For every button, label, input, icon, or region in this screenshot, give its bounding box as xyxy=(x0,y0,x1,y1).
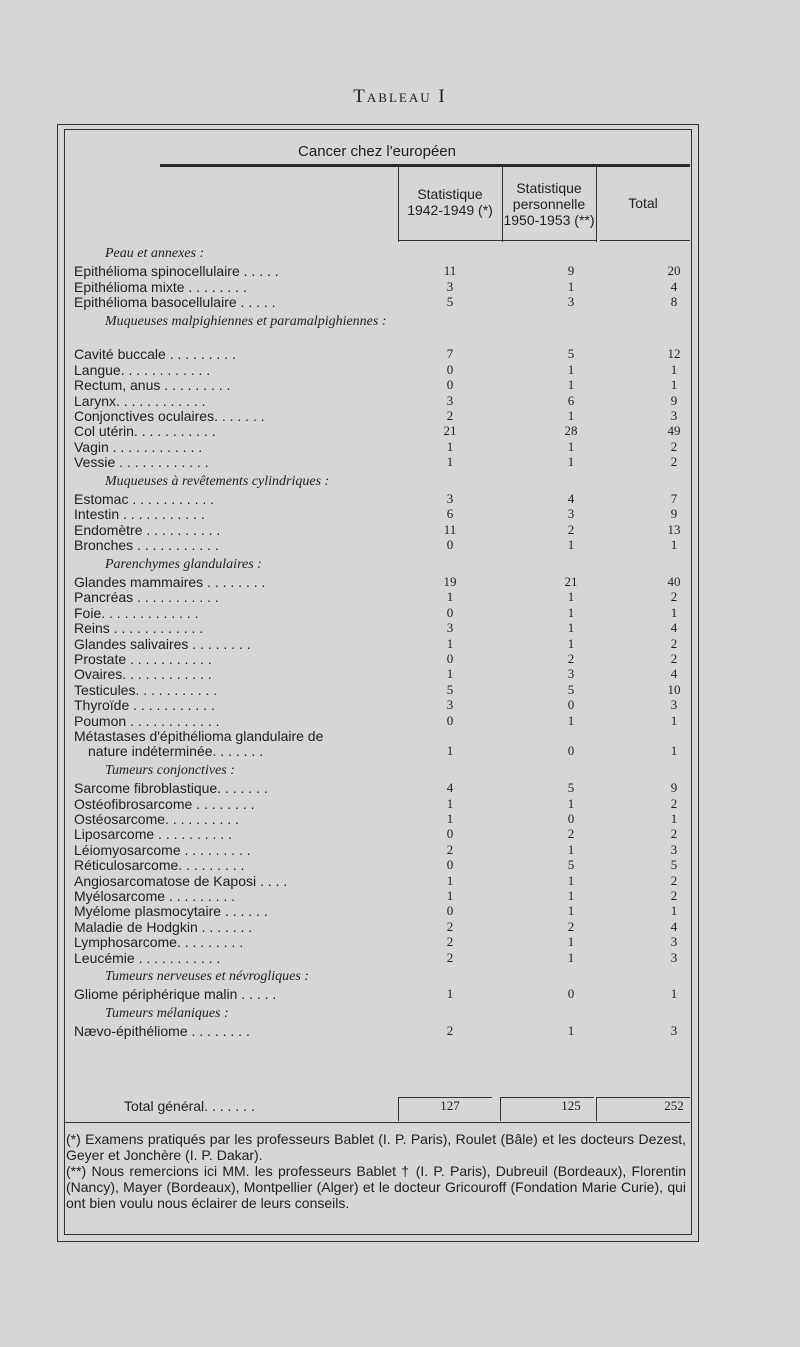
row-label: Ovaires. . . . . . . . . . . . xyxy=(74,666,212,683)
table-row xyxy=(74,903,714,919)
value-1950-1953: 28 xyxy=(564,423,578,439)
value-1942-1949: 1 xyxy=(446,743,454,759)
value-1942-1949: 3 xyxy=(446,392,454,408)
value-1950-1953: 1 xyxy=(567,537,575,553)
row-label: Léiomyosarcome . . . . . . . . . xyxy=(74,841,251,858)
row-label: Vessie . . . . . . . . . . . . xyxy=(74,454,209,471)
row-label: Langue. . . . . . . . . . . . xyxy=(74,361,211,378)
column-header-line: Statistique xyxy=(417,186,483,202)
row-label: Cavité buccale . . . . . . . . . xyxy=(74,346,236,363)
row-label: Glandes salivaires . . . . . . . . xyxy=(74,635,251,652)
value-1942-1949: 19 xyxy=(443,574,457,589)
value-total: 13 xyxy=(667,521,681,537)
table-row xyxy=(74,522,714,538)
value-1942-1949: 0 xyxy=(446,826,454,842)
table-row xyxy=(74,950,714,966)
value-1942-1949: 0 xyxy=(446,903,454,919)
row-label: Liposarcome . . . . . . . . . . xyxy=(74,826,232,843)
value-1950-1953: 0 xyxy=(567,697,575,713)
value-1942-1949: 0 xyxy=(446,377,454,393)
table-row xyxy=(74,811,714,827)
table-row xyxy=(74,589,714,605)
footnote-2: (**) Nous remercions ici MM. les professeurs Bablet † (I. P. Paris), Dubreuil (Bordeaux), Florentin (Nancy), Mayer (Bordeaux), Montpellier (Alger) et le docteur Gricouroff (Fondation Marie Curie), qui ont bien voulu nous éclairer de leurs conseils. xyxy=(66,1163,686,1211)
row-label: Glandes mammaires . . . . . . . . xyxy=(74,574,266,590)
table-row xyxy=(74,728,714,744)
value-1950-1953: 5 xyxy=(567,346,575,362)
value-total: 2 xyxy=(670,872,678,888)
value-1942-1949: 0 xyxy=(446,361,454,377)
row-label: Prostate . . . . . . . . . . . xyxy=(74,651,212,667)
table-row xyxy=(74,636,714,652)
value-1942-1949: 3 xyxy=(446,697,454,713)
section-heading: Tumeurs conjonctives : xyxy=(105,762,235,778)
value-total: 2 xyxy=(670,826,678,842)
value-1942-1949: 1 xyxy=(446,454,454,470)
value-total: 2 xyxy=(670,589,678,605)
table-row xyxy=(74,934,714,950)
value-total: 3 xyxy=(670,949,678,965)
value-total: 9 xyxy=(670,780,678,796)
value-1950-1953: 3 xyxy=(567,666,575,682)
value-1942-1949: 2 xyxy=(446,918,454,934)
value-total: 5 xyxy=(670,857,678,873)
value-1942-1949: 0 xyxy=(446,604,454,620)
table-row xyxy=(74,651,714,667)
row-label: Maladie de Hodgkin . . . . . . . xyxy=(74,918,253,935)
value-1942-1949: 2 xyxy=(446,408,454,423)
column-separator xyxy=(398,1097,399,1121)
value-total: 3 xyxy=(670,408,678,423)
value-1950-1953: 1 xyxy=(567,377,575,393)
table-row xyxy=(74,574,714,590)
table-row xyxy=(74,491,714,507)
value-1942-1949: 2 xyxy=(446,841,454,857)
table-row xyxy=(74,919,714,935)
section-heading: Muqueuses à revêtements cylindriques : xyxy=(105,473,330,489)
value-1950-1953: 1 xyxy=(567,841,575,857)
value-1942-1949: 1 xyxy=(446,811,454,826)
row-label: Conjonctives oculaires. . . . . . . xyxy=(74,408,265,424)
value-1950-1953: 3 xyxy=(567,294,575,310)
value-total: 2 xyxy=(670,438,678,454)
total-row xyxy=(74,1098,714,1114)
value-1950-1953: 1 xyxy=(567,888,575,903)
table-row xyxy=(74,780,714,796)
row-label: Vagin . . . . . . . . . . . . xyxy=(74,438,203,455)
value-total: 2 xyxy=(670,888,678,903)
value-1942-1949: 3 xyxy=(446,491,454,506)
row-label: Epithélioma spinocellulaire . . . . . xyxy=(74,263,279,280)
section-heading: Tumeurs mélaniques : xyxy=(105,1005,229,1021)
value-total: 1 xyxy=(670,361,678,377)
table-row xyxy=(74,826,714,842)
value-1950-1953: 1 xyxy=(567,949,575,965)
value-total: 3 xyxy=(670,697,678,713)
row-label: Col utérin. . . . . . . . . . . xyxy=(74,423,216,440)
row-label: Foie. . . . . . . . . . . . . xyxy=(74,604,199,621)
table-row xyxy=(74,713,714,729)
table-row xyxy=(74,697,714,713)
value-1942-1949: 0 xyxy=(446,857,454,873)
value-1950-1953: 2 xyxy=(567,918,575,934)
value-1950-1953: 1 xyxy=(567,1023,575,1039)
row-label: Reins . . . . . . . . . . . . xyxy=(74,620,204,637)
value-1950-1953: 0 xyxy=(567,811,575,826)
total-general: 252 xyxy=(664,1098,684,1113)
value-1942-1949: 1 xyxy=(446,986,454,1002)
value-1950-1953: 4 xyxy=(567,491,575,506)
value-total: 1 xyxy=(670,743,678,759)
column-header-1942-1949 xyxy=(398,186,502,218)
value-1950-1953: 1 xyxy=(567,934,575,950)
value-1950-1953: 3 xyxy=(567,506,575,522)
row-label: Angiosarcomatose de Kaposi . . . . xyxy=(74,872,288,889)
table-row xyxy=(74,620,714,636)
row-label: Myélosarcome . . . . . . . . . xyxy=(74,888,236,904)
value-1950-1953: 1 xyxy=(567,872,575,888)
column-header-line: personnelle xyxy=(512,196,586,212)
column-separator xyxy=(596,167,597,242)
value-1950-1953: 5 xyxy=(567,780,575,796)
table-row xyxy=(74,294,714,310)
row-label: Testicules. . . . . . . . . . . xyxy=(74,681,218,698)
caption-rule xyxy=(160,164,690,167)
row-label: Myélome plasmocytaire . . . . . . xyxy=(74,903,268,920)
value-1942-1949: 3 xyxy=(446,278,454,294)
row-label: Sarcome fibroblastique. . . . . . . xyxy=(74,780,268,797)
row-label: Poumon . . . . . . . . . . . . xyxy=(74,712,220,729)
row-label: Leucémie . . . . . . . . . . . xyxy=(74,949,221,966)
header-rule xyxy=(600,240,690,241)
value-total: 1 xyxy=(670,604,678,620)
value-total: 3 xyxy=(670,934,678,950)
value-total: 2 xyxy=(670,635,678,651)
table-row xyxy=(74,873,714,889)
table-row xyxy=(74,796,714,812)
value-total: 2 xyxy=(670,651,678,666)
table-row xyxy=(74,842,714,858)
table-row xyxy=(74,537,714,553)
value-1942-1949: 11 xyxy=(443,521,457,537)
value-1950-1953: 9 xyxy=(567,263,575,279)
table-row xyxy=(74,439,714,455)
total-label: Total général. . . . . . . xyxy=(124,1098,255,1114)
value-total: 8 xyxy=(670,294,678,310)
column-separator xyxy=(398,167,399,242)
value-1950-1953: 5 xyxy=(567,681,575,697)
row-label: Bronches . . . . . . . . . . . xyxy=(74,537,219,554)
value-total: 4 xyxy=(670,918,678,934)
table-row xyxy=(74,1023,714,1039)
row-label: Métastases d'épithélioma glandulaire de xyxy=(74,728,324,744)
column-separator xyxy=(502,167,503,242)
value-total: 3 xyxy=(670,1023,678,1039)
column-header-line: 1950-1953 (**) xyxy=(503,212,595,228)
row-label: Intestin . . . . . . . . . . . xyxy=(74,506,205,523)
row-label: Rectum, anus . . . . . . . . . xyxy=(74,377,231,394)
table-row xyxy=(74,408,714,424)
value-1950-1953: 6 xyxy=(567,392,575,408)
section-heading: Parenchymes glandulaires : xyxy=(105,556,262,572)
value-1950-1953: 1 xyxy=(567,795,575,811)
value-total: 2 xyxy=(670,795,678,811)
value-1942-1949: 1 xyxy=(446,589,454,605)
value-1942-1949: 2 xyxy=(446,1023,454,1039)
table-row xyxy=(74,666,714,682)
value-total: 20 xyxy=(667,263,681,279)
row-label: Réticulosarcome. . . . . . . . . xyxy=(74,857,245,874)
header-rule xyxy=(502,240,597,241)
value-1950-1953: 1 xyxy=(567,712,575,728)
value-total: 4 xyxy=(670,620,678,636)
footnote-1: (*) Examens pratiqués par les professeurs Bablet (I. P. Paris), Roulet (Bâle) et les docteurs Dezest, Geyer et Jonchère (I. P. Dakar). xyxy=(66,1131,686,1163)
table-row xyxy=(74,454,714,470)
table-row xyxy=(74,423,714,439)
value-total: 4 xyxy=(670,278,678,294)
row-label: nature indéterminée. . . . . . . xyxy=(88,743,264,760)
table-row xyxy=(74,857,714,873)
table-row xyxy=(74,743,714,759)
value-1942-1949: 5 xyxy=(446,681,454,697)
value-1950-1953: 2 xyxy=(567,651,575,666)
row-label: Pancréas . . . . . . . . . . . xyxy=(74,589,219,606)
value-1942-1949: 21 xyxy=(443,423,457,439)
value-total: 9 xyxy=(670,506,678,522)
table-row xyxy=(74,888,714,904)
value-1942-1949: 0 xyxy=(446,712,454,728)
row-label: Endomètre . . . . . . . . . . xyxy=(74,521,221,538)
table-row xyxy=(74,279,714,295)
column-header-line: Statistique xyxy=(516,180,582,196)
column-separator xyxy=(596,1097,597,1121)
value-1950-1953: 1 xyxy=(567,589,575,605)
column-header-total: Total xyxy=(628,195,658,211)
total-1942-1949: 127 xyxy=(440,1098,460,1113)
value-total: 9 xyxy=(670,392,678,408)
value-1950-1953: 1 xyxy=(567,635,575,651)
value-1942-1949: 0 xyxy=(446,537,454,553)
value-1942-1949: 4 xyxy=(446,780,454,796)
row-label: Epithélioma mixte . . . . . . . . xyxy=(74,278,247,295)
total-1950-1953: 125 xyxy=(561,1098,581,1113)
value-total: 4 xyxy=(670,666,678,682)
table-row xyxy=(74,362,714,378)
value-total: 1 xyxy=(670,537,678,553)
value-total: 7 xyxy=(670,491,678,506)
value-1950-1953: 1 xyxy=(567,903,575,919)
section-heading: Peau et annexes : xyxy=(105,246,205,261)
value-total: 2 xyxy=(670,454,678,470)
table-row xyxy=(74,346,714,362)
value-1942-1949: 2 xyxy=(446,934,454,950)
value-1950-1953: 1 xyxy=(567,454,575,470)
value-1950-1953: 5 xyxy=(567,857,575,873)
value-1942-1949: 1 xyxy=(446,438,454,454)
table-row xyxy=(74,506,714,522)
table-row xyxy=(74,682,714,698)
value-1942-1949: 3 xyxy=(446,620,454,636)
table-title: Tableau I xyxy=(353,86,447,107)
value-total: 1 xyxy=(670,377,678,393)
value-1950-1953: 1 xyxy=(567,408,575,423)
column-separator xyxy=(500,1097,501,1121)
value-1950-1953: 0 xyxy=(567,986,575,1002)
value-1942-1949: 11 xyxy=(443,263,457,279)
value-1942-1949: 1 xyxy=(446,795,454,811)
table-caption: Cancer chez l'européen xyxy=(298,143,456,160)
header-rule xyxy=(398,240,503,241)
value-total: 12 xyxy=(667,346,681,362)
table-row xyxy=(74,986,714,1002)
row-label: Larynx. . . . . . . . . . . . xyxy=(74,392,206,409)
table-row xyxy=(74,377,714,393)
value-1950-1953: 1 xyxy=(567,361,575,377)
value-1942-1949: 6 xyxy=(446,506,454,522)
value-1942-1949: 5 xyxy=(446,294,454,310)
row-label: Gliome périphérique malin . . . . . xyxy=(74,986,277,1003)
value-1942-1949: 0 xyxy=(446,651,454,666)
value-total: 1 xyxy=(670,903,678,919)
row-label: Ostéosarcome. . . . . . . . . . xyxy=(74,811,239,827)
row-label: Estomac . . . . . . . . . . . xyxy=(74,491,215,507)
value-1942-1949: 1 xyxy=(446,666,454,682)
value-1942-1949: 7 xyxy=(446,346,454,362)
section-heading: Muqueuses malpighiennes et paramalpighiennes : xyxy=(105,313,387,329)
value-1950-1953: 1 xyxy=(567,620,575,636)
value-total: 1 xyxy=(670,712,678,728)
value-1950-1953: 1 xyxy=(567,438,575,454)
value-1942-1949: 1 xyxy=(446,872,454,888)
value-total: 40 xyxy=(667,574,681,589)
value-total: 10 xyxy=(667,681,681,697)
value-1950-1953: 2 xyxy=(567,521,575,537)
value-total: 1 xyxy=(670,811,678,826)
value-1942-1949: 1 xyxy=(446,888,454,903)
table-row xyxy=(74,263,714,279)
value-1942-1949: 2 xyxy=(446,949,454,965)
value-1950-1953: 2 xyxy=(567,826,575,842)
row-label: Lymphosarcome. . . . . . . . . xyxy=(74,934,244,951)
row-label: Epithélioma basocellulaire . . . . . xyxy=(74,294,276,311)
column-header-1950-1953 xyxy=(502,180,596,228)
value-1950-1953: 0 xyxy=(567,743,575,759)
row-label: Ostéofibrosarcome . . . . . . . . xyxy=(74,795,255,812)
section-heading: Tumeurs nerveuses et névrogliques : xyxy=(105,969,309,984)
value-total: 1 xyxy=(670,986,678,1002)
table-row xyxy=(74,605,714,621)
column-header-line: 1942-1949 (*) xyxy=(407,202,493,218)
value-1950-1953: 1 xyxy=(567,278,575,294)
value-total: 49 xyxy=(667,423,681,439)
value-1950-1953: 1 xyxy=(567,604,575,620)
value-total: 3 xyxy=(670,841,678,857)
value-1942-1949: 1 xyxy=(446,635,454,651)
row-label: Nævo-épithéliome . . . . . . . . xyxy=(74,1023,250,1040)
notes-rule xyxy=(64,1122,690,1123)
value-1950-1953: 21 xyxy=(564,574,578,589)
row-label: Thyroïde . . . . . . . . . . . xyxy=(74,697,215,714)
table-row xyxy=(74,393,714,409)
